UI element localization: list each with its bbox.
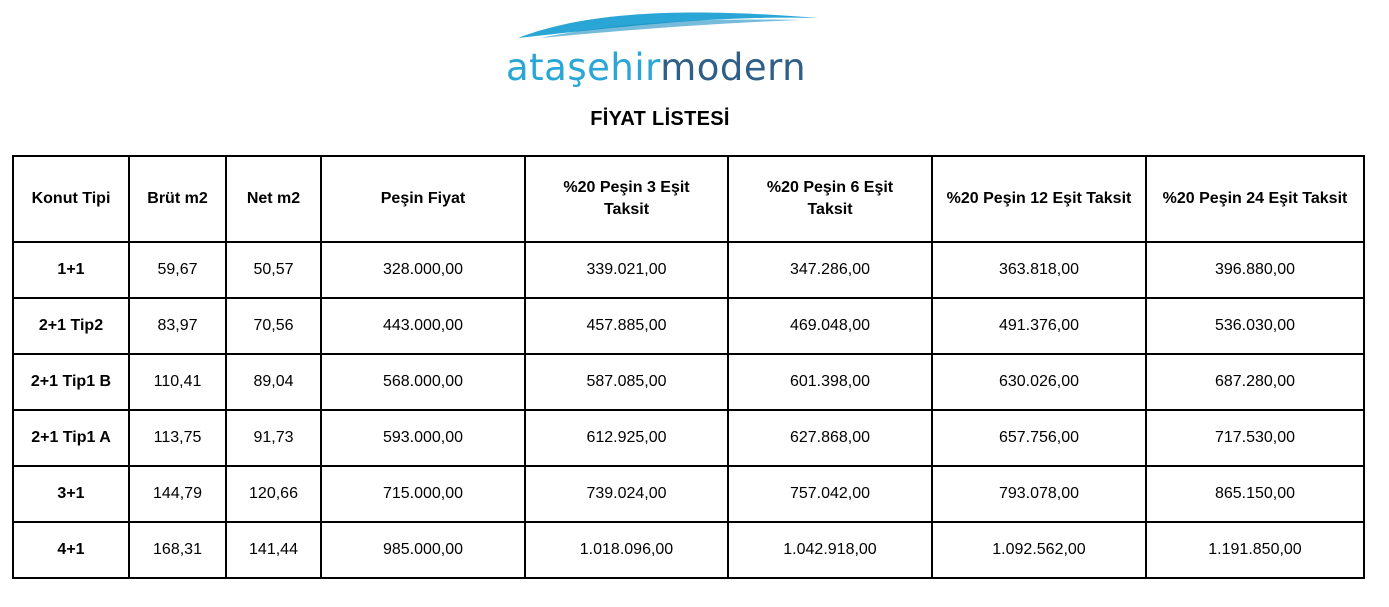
table-row <box>13 522 1364 578</box>
cell-12-taksit: 363.818,00 <box>932 242 1146 298</box>
cell-pesin-fiyat: 593.000,00 <box>321 410 525 466</box>
cell-pesin-fiyat: 443.000,00 <box>321 298 525 354</box>
cell-konut-tipi: 2+1 Tip2 <box>13 298 129 354</box>
price-table <box>12 155 1365 579</box>
table-row <box>13 410 1364 466</box>
cell-net-m2: 89,04 <box>226 354 321 410</box>
cell-6-taksit: 469.048,00 <box>728 298 932 354</box>
header-6-taksit: %20 Peşin 6 Eşit Taksit <box>728 156 932 242</box>
cell-net-m2: 141,44 <box>226 522 321 578</box>
cell-3-taksit: 457.885,00 <box>525 298 728 354</box>
header-net-m2: Net m2 <box>226 156 321 242</box>
cell-pesin-fiyat: 568.000,00 <box>321 354 525 410</box>
table-body <box>13 242 1364 578</box>
cell-6-taksit: 627.868,00 <box>728 410 932 466</box>
cell-pesin-fiyat: 715.000,00 <box>321 466 525 522</box>
cell-24-taksit: 717.530,00 <box>1146 410 1364 466</box>
cell-konut-tipi: 2+1 Tip1 B <box>13 354 129 410</box>
header-row <box>13 156 1364 242</box>
cell-3-taksit: 612.925,00 <box>525 410 728 466</box>
brand-logo <box>500 8 830 88</box>
cell-12-taksit: 793.078,00 <box>932 466 1146 522</box>
logo-wordmark <box>506 46 806 90</box>
header-pesin-fiyat: Peşin Fiyat <box>321 156 525 242</box>
cell-pesin-fiyat: 985.000,00 <box>321 522 525 578</box>
cell-6-taksit: 347.286,00 <box>728 242 932 298</box>
cell-3-taksit: 339.021,00 <box>525 242 728 298</box>
cell-brut-m2: 168,31 <box>129 522 226 578</box>
table-row <box>13 466 1364 522</box>
cell-24-taksit: 396.880,00 <box>1146 242 1364 298</box>
header-12-taksit: %20 Peşin 12 Eşit Taksit <box>932 156 1146 242</box>
cell-3-taksit: 739.024,00 <box>525 466 728 522</box>
cell-brut-m2: 59,67 <box>129 242 226 298</box>
cell-brut-m2: 110,41 <box>129 354 226 410</box>
cell-24-taksit: 687.280,00 <box>1146 354 1364 410</box>
cell-pesin-fiyat: 328.000,00 <box>321 242 525 298</box>
cell-12-taksit: 657.756,00 <box>932 410 1146 466</box>
table-row <box>13 242 1364 298</box>
cell-12-taksit: 491.376,00 <box>932 298 1146 354</box>
cell-24-taksit: 1.191.850,00 <box>1146 522 1364 578</box>
cell-6-taksit: 601.398,00 <box>728 354 932 410</box>
cell-24-taksit: 536.030,00 <box>1146 298 1364 354</box>
cell-brut-m2: 113,75 <box>129 410 226 466</box>
table-row <box>13 354 1364 410</box>
header-konut-tipi: Konut Tipi <box>13 156 129 242</box>
logo-text-modern: modern <box>660 46 807 89</box>
cell-net-m2: 120,66 <box>226 466 321 522</box>
cell-konut-tipi: 1+1 <box>13 242 129 298</box>
cell-brut-m2: 83,97 <box>129 298 226 354</box>
cell-3-taksit: 1.018.096,00 <box>525 522 728 578</box>
header-brut-m2: Brüt m2 <box>129 156 226 242</box>
cell-12-taksit: 1.092.562,00 <box>932 522 1146 578</box>
cell-12-taksit: 630.026,00 <box>932 354 1146 410</box>
cell-konut-tipi: 3+1 <box>13 466 129 522</box>
cell-6-taksit: 757.042,00 <box>728 466 932 522</box>
table-header <box>13 156 1364 242</box>
header-3-taksit: %20 Peşin 3 Eşit Taksit <box>525 156 728 242</box>
cell-brut-m2: 144,79 <box>129 466 226 522</box>
cell-net-m2: 91,73 <box>226 410 321 466</box>
header-24-taksit: %20 Peşin 24 Eşit Taksit <box>1146 156 1364 242</box>
cell-24-taksit: 865.150,00 <box>1146 466 1364 522</box>
table-row <box>13 298 1364 354</box>
page-title: FİYAT LİSTESİ <box>590 108 730 130</box>
cell-net-m2: 70,56 <box>226 298 321 354</box>
cell-net-m2: 50,57 <box>226 242 321 298</box>
cell-6-taksit: 1.042.918,00 <box>728 522 932 578</box>
cell-konut-tipi: 2+1 Tip1 A <box>13 410 129 466</box>
cell-konut-tipi: 4+1 <box>13 522 129 578</box>
cell-3-taksit: 587.085,00 <box>525 354 728 410</box>
logo-text-ataşehir: ataşehir <box>506 46 661 89</box>
